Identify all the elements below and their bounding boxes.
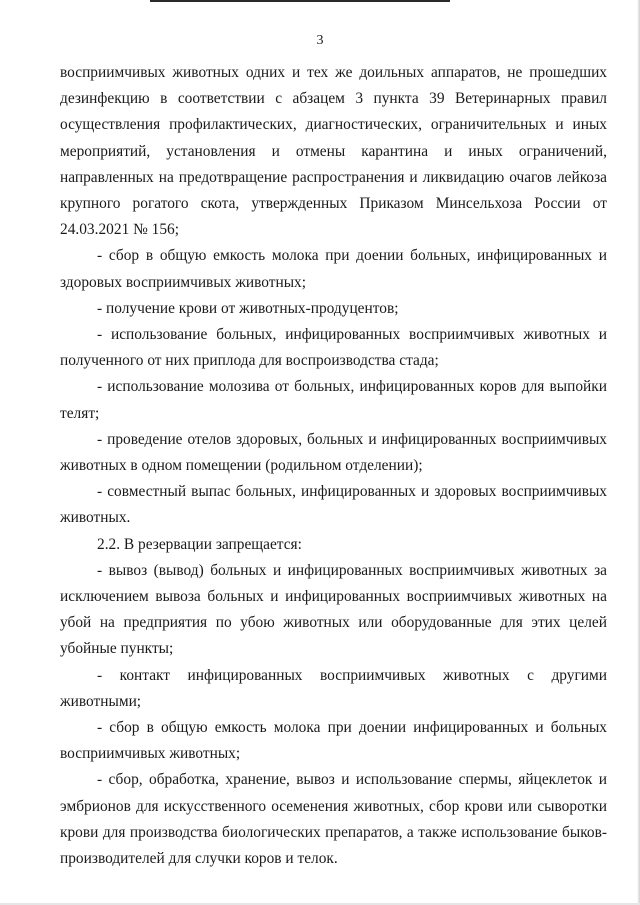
paragraph: - сбор, обработка, хранение, вывоз и использование спермы, яйцеклеток и эмбрионов для искусственного осеменения животных, сбор крови или сыворотки крови для производства биологических препаратов, а также использование быков-производителей для случки коров и телок. xyxy=(60,771,607,868)
document-body xyxy=(60,60,607,872)
paragraph: - контакт инфицированных восприимчивых животных с другими животными; xyxy=(60,666,607,710)
paragraph: - использование больных, инфицированных восприимчивых животных и полученного от них приплода для воспроизводства стада; xyxy=(60,326,607,370)
scan-edge-top xyxy=(150,0,450,2)
paragraph: - сбор в общую емкость молока при доении больных, инфицированных и здоровых восприимчивых животных; xyxy=(60,247,607,291)
paragraph: восприимчивых животных одних и тех же доильных аппаратов, не прошедших дезинфекцию в соответствии с абзацем 3 пункта 39 Ветеринарных правил осуществления профилактических, диагностических, ограничительных и иных мероприятий, установления и отмены карантина и иных ограничений, направленных на предотвращение распространения и ликвидацию очагов лейкоза крупного рогатого скота, утвержденных Приказом Минсельхоза России от 24.03.2021 № 156; xyxy=(60,64,607,239)
paragraph: - использование молозива от больных, инфицированных коров для выпойки телят; xyxy=(60,378,607,422)
page-number: 3 xyxy=(316,33,324,48)
paragraph: - проведение отелов здоровых, больных и инфицированных восприимчивых животных в одном помещении (родильном отделении); xyxy=(60,430,607,475)
paragraph: - получение крови от животных-продуцентов; xyxy=(97,299,399,317)
paragraph: 2.2. В резервации запрещается: xyxy=(97,535,302,553)
paragraph: - вывоз (вывод) больных и инфицированных восприимчивых животных за исключением вывоза больных и инфицированных восприимчивых животных на убой на предприятия по убою животных или оборудованные для этих целей убойные пункты; xyxy=(60,561,607,658)
paragraph: - совместный выпас больных, инфицированных и здоровых восприимчивых животных. xyxy=(60,483,607,527)
paragraph: - сбор в общую емкость молока при доении инфицированных и больных восприимчивых животных; xyxy=(60,719,607,763)
